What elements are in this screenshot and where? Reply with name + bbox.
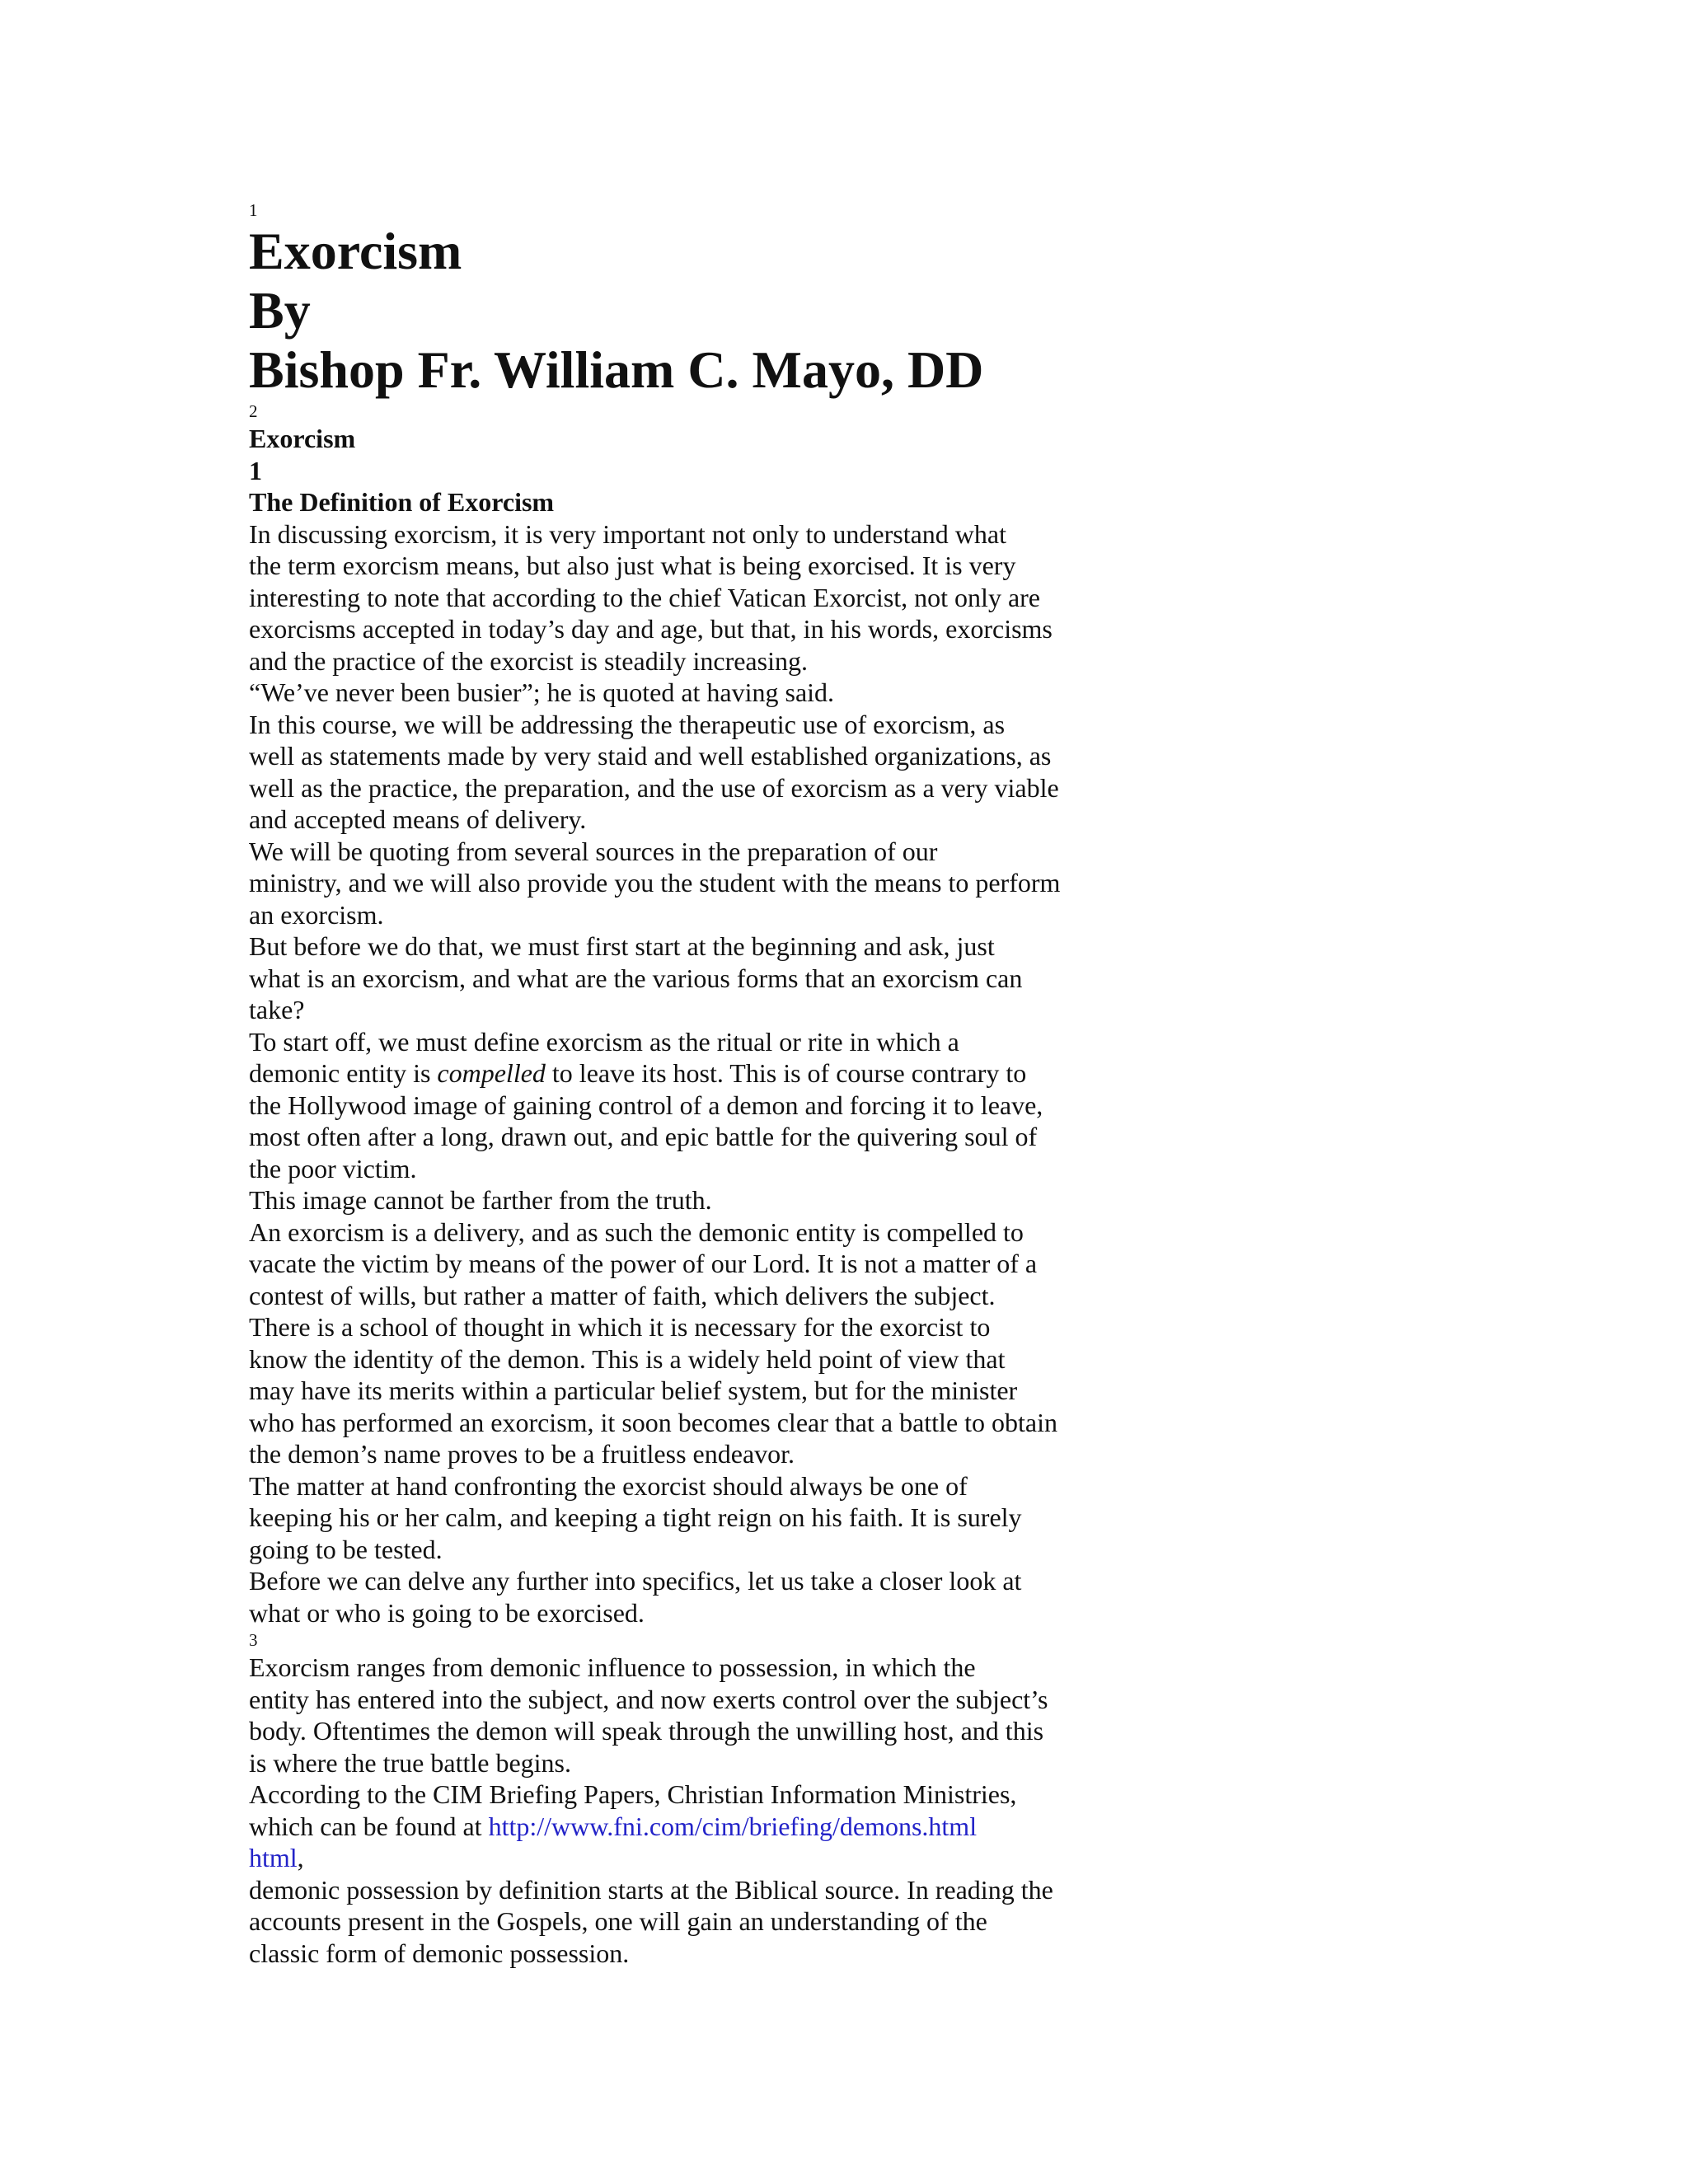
body-text-fragment: demonic entity is	[249, 1058, 438, 1088]
body-line: what or who is going to be exorcised.	[249, 1597, 645, 1628]
body-line: entity has entered into the subject, and now exerts control over the subject’s	[249, 1684, 1048, 1714]
cim-briefing-link[interactable]: http://www.fni.com/cim/briefing/demons.html	[488, 1811, 978, 1841]
body-line: may have its merits within a particular belief system, but for the minister	[249, 1376, 1018, 1405]
body-line: and the practice of the exorcist is steadily increasing.	[249, 645, 808, 676]
body-line: the demon’s name proves to be a fruitless endeavor.	[249, 1439, 795, 1469]
body-line: exorcisms accepted in today’s day and age, but that, in his words, exorcisms	[249, 614, 1053, 644]
body-line: accounts present in the Gospels, one will gain an understanding of the	[249, 1906, 987, 1936]
body-line: the term exorcism means, but also just what is being exorcised. It is very	[249, 551, 1016, 580]
body-line: “We’ve never been busier”; he is quoted at having said.	[249, 677, 835, 707]
body-line: This image cannot be farther from the truth.	[249, 1185, 712, 1215]
body-line: The matter at hand confronting the exorcist should always be one of	[249, 1470, 968, 1501]
body-text-fragment: which can be found at	[249, 1811, 489, 1841]
body-line: and accepted means of delivery.	[249, 804, 587, 834]
body-line: According to the CIM Briefing Papers, Christian Information Ministries,	[249, 1779, 1017, 1809]
body-line: going to be tested.	[249, 1534, 443, 1564]
body-line-link	[249, 1811, 1403, 1843]
body-line: Before we can delve any further into specifics, let us take a closer look at	[249, 1566, 1022, 1596]
body-line: demonic possession by definition starts at the Biblical source. In reading the	[249, 1874, 1053, 1905]
body-line: vacate the victim by means of the power of our Lord. It is not a matter of a	[249, 1249, 1038, 1278]
emphasis-compelled: compelled	[437, 1058, 546, 1088]
body-line: In discussing exorcism, it is very important not only to understand what	[249, 518, 1006, 549]
title-line-1: Exorcism	[249, 222, 462, 280]
body-line: know the identity of the demon. This is a widely held point of view that	[249, 1343, 1006, 1374]
cim-briefing-link-tail[interactable]: html	[249, 1843, 298, 1872]
body-line: There is a school of thought in which it is necessary for the exorcist to	[249, 1312, 991, 1342]
document-page	[249, 199, 1403, 1969]
body-line: ministry, and we will also provide you the student with the means to perform	[249, 868, 1061, 898]
chapter-title: The Definition of Exorcism	[249, 487, 555, 517]
body-line: But before we do that, we must first start at the beginning and ask, just	[249, 931, 995, 961]
book-title: Exorcism	[249, 424, 356, 453]
body-line: the poor victim.	[249, 1153, 417, 1183]
page-number-1: 1	[249, 200, 258, 220]
body-line: well as statements made by very staid and well established organizations, as	[249, 741, 1052, 771]
body-line: contest of wills, but rather a matter of faith, which delivers the subject.	[249, 1280, 996, 1310]
title-line-2: By	[249, 281, 311, 340]
body-line: well as the practice, the preparation, and the use of exorcism as a very viable	[249, 772, 1059, 803]
body-text-fragment: to leave its host. This is of course contrary to	[545, 1058, 1027, 1088]
body-line-link-cont	[249, 1842, 1403, 1874]
body-line: An exorcism is a delivery, and as such the demonic entity is compelled to	[249, 1216, 1024, 1247]
body-line: the Hollywood image of gaining control of a demon and forcing it to leave,	[249, 1090, 1043, 1120]
body-line: what is an exorcism, and what are the various forms that an exorcism can	[249, 963, 1023, 993]
body-line: is where the true battle begins.	[249, 1747, 571, 1778]
body-line: most often after a long, drawn out, and epic battle for the quivering soul of	[249, 1122, 1038, 1151]
body-line: take?	[249, 995, 305, 1024]
body-line: keeping his or her calm, and keeping a tight reign on his faith. It is surely	[249, 1502, 1022, 1532]
title-line-3: Bishop Fr. William C. Mayo, DD	[249, 340, 984, 399]
body-line: classic form of demonic possession.	[249, 1938, 630, 1968]
body-text-block-1	[249, 518, 1403, 1629]
body-text-block-2	[249, 1652, 1403, 1969]
body-line-compelled	[249, 1057, 1403, 1090]
body-text-fragment: ,	[297, 1843, 304, 1872]
body-line: Exorcism ranges from demonic influence to possession, in which the	[249, 1652, 976, 1682]
body-line: an exorcism.	[249, 899, 384, 930]
chapter-number: 1	[249, 455, 262, 485]
page-number-2: 2	[249, 401, 258, 421]
body-line: To start off, we must define exorcism as the ritual or rite in which a	[249, 1026, 959, 1057]
page-number-3: 3	[249, 1630, 258, 1650]
body-line: We will be quoting from several sources in the preparation of our	[249, 836, 938, 866]
body-line: In this course, we will be addressing the therapeutic use of exorcism, as	[249, 709, 1006, 739]
body-line: who has performed an exorcism, it soon becomes clear that a battle to obtain	[249, 1407, 1058, 1437]
body-line: interesting to note that according to the chief Vatican Exorcist, not only are	[249, 582, 1040, 612]
body-line: body. Oftentimes the demon will speak through the unwilling host, and this	[249, 1716, 1044, 1746]
